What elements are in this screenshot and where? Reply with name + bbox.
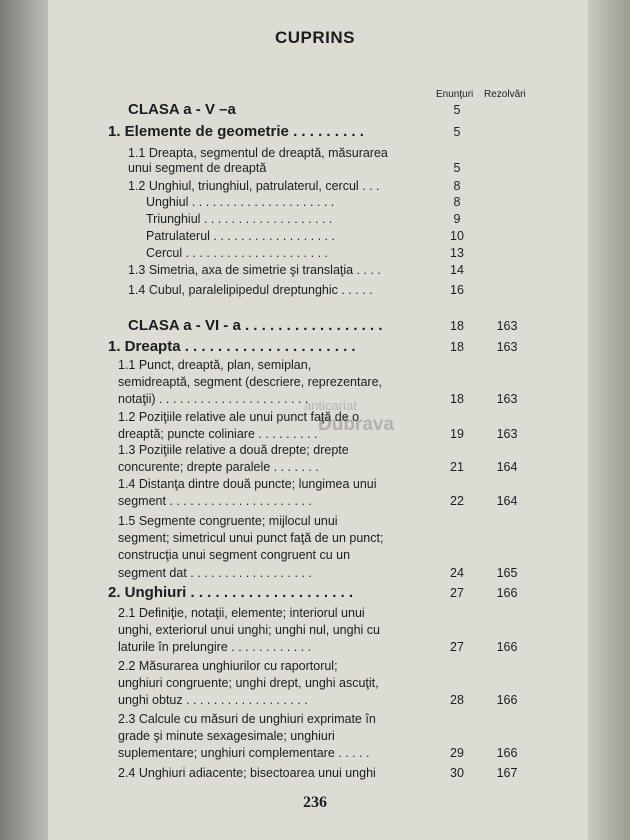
toc-page-rezolvari: 164: [496, 494, 518, 508]
toc-entry: [0, 102, 630, 120]
toc-entry-text: semidreaptă, segment (descriere, reprezentare,: [118, 375, 383, 389]
toc-entry-text: unghi, exteriorul unui unghi; unghi nul, unghi cu: [118, 623, 380, 637]
toc-page-rezolvari: 167: [496, 766, 518, 780]
toc-entry-text: segment . . . . . . . . . . . . . . . . . . . . .: [118, 494, 312, 508]
toc-page-rezolvari: 163: [496, 319, 518, 333]
toc-entry: [0, 262, 630, 280]
toc-page-enunturi: 5: [453, 161, 461, 175]
toc-page-enunturi: 27: [450, 586, 464, 600]
toc-entry: [0, 513, 630, 531]
toc-entry-text: 1. Dreapta . . . . . . . . . . . . . . . . . . . . .: [108, 338, 356, 355]
page-title: CUPRINS: [274, 28, 355, 47]
toc-page-enunturi: 8: [453, 179, 461, 193]
toc-entry-text: grade şi minute sexagesimale; unghiuri: [118, 729, 335, 743]
toc-entry: [0, 282, 630, 300]
toc-page-rezolvari: 163: [496, 392, 518, 406]
toc-entry: [0, 476, 630, 494]
toc-entry-text: construcţia unui segment congruent cu un: [118, 548, 351, 562]
toc-entry-text: 1.2 Poziţiile relative ale unui punct faţă de o: [118, 410, 360, 424]
toc-page-rezolvari: 163: [496, 427, 518, 441]
toc-entry-text: concurente; drepte paralele . . . . . . .: [118, 460, 319, 474]
toc-page-enunturi: 18: [450, 392, 464, 406]
toc-entry-text: 2.1 Definiţie, notaţii, elemente; interiorul unui: [118, 606, 365, 620]
toc-page-rezolvari: 166: [496, 640, 518, 654]
toc-entry: [0, 493, 630, 511]
toc-entry-text: CLASA a - V –a: [128, 101, 236, 118]
toc-page-enunturi: 21: [450, 460, 464, 474]
toc-entry-text: 2.2 Măsurarea unghiurilor cu raportorul;: [118, 659, 338, 673]
watermark-logo-text: Dubrava: [318, 414, 395, 435]
toc-entry: [0, 459, 630, 477]
toc-entry: [0, 160, 630, 178]
toc-entry-text: segment; simetricul unui punct faţă de un punct;: [118, 531, 384, 545]
toc-page-rezolvari: 164: [496, 460, 518, 474]
toc-entry-text: Cercul . . . . . . . . . . . . . . . . . . . . .: [146, 246, 328, 260]
toc-entry-text: 1.4 Distanţa dintre două puncte; lungimea unui: [118, 477, 377, 491]
toc-entry-text: 1.5 Segmente congruente; mijlocul unui: [118, 514, 338, 528]
toc-page-enunturi: 9: [453, 212, 461, 226]
toc-entry-text: 1.3 Poziţiile relative a două drepte; drepte: [118, 443, 349, 457]
toc-entry: [0, 357, 630, 375]
toc-page-rezolvari: 166: [496, 586, 518, 600]
toc-entry: [0, 124, 630, 142]
toc-entry-text: 1.1 Punct, dreaptă, plan, semiplan,: [118, 358, 312, 372]
toc-entry-text: 1.3 Simetria, axa de simetrie şi translaţia . . . .: [128, 263, 381, 277]
toc-page-rezolvari: 165: [496, 566, 518, 580]
toc-page-rezolvari: 166: [496, 746, 518, 760]
toc-page-enunturi: 24: [450, 566, 464, 580]
toc-entry: [0, 711, 630, 729]
toc-entry-text: dreaptă; puncte coliniare . . . . . . . . .: [118, 427, 318, 441]
toc-page-enunturi: 30: [450, 766, 464, 780]
toc-entry: [0, 639, 630, 657]
toc-page-enunturi: 5: [453, 103, 461, 117]
toc-entry-text: suplementare; unghiuri complementare . . . . .: [118, 746, 370, 760]
toc-page-rezolvari: 166: [496, 693, 518, 707]
toc-entry: [0, 765, 630, 783]
toc-entry: [0, 585, 630, 603]
toc-page-enunturi: 14: [450, 263, 464, 277]
toc-entry: [0, 692, 630, 710]
toc-entry-text: CLASA a - VI - a . . . . . . . . . . . . . . . . .: [128, 317, 383, 334]
toc-page-rezolvari: 163: [496, 340, 518, 354]
toc-entry-text: unghiuri congruente; unghi drept, unghi ascuţit,: [118, 676, 379, 690]
toc-page-enunturi: 13: [450, 246, 464, 260]
toc-page-enunturi: 22: [450, 494, 464, 508]
toc-entry-text: 1.4 Cubul, paralelipipedul dreptunghic . . . . .: [128, 283, 373, 297]
toc-page-enunturi: 18: [450, 319, 464, 333]
toc-entry-text: 1.1 Dreapta, segmentul de dreaptă, măsurarea: [128, 146, 388, 160]
toc-page-enunturi: 19: [450, 427, 464, 441]
toc-entry-text: 2.3 Calcule cu măsuri de unghiuri exprimate în: [118, 712, 376, 726]
toc-entry-text: unghi obtuz . . . . . . . . . . . . . . . . . .: [118, 693, 308, 707]
toc-page-enunturi: 18: [450, 340, 464, 354]
toc-page-enunturi: 29: [450, 746, 464, 760]
toc-entry-text: unui segment de dreaptă: [128, 161, 267, 175]
column-header-enunturi: Enunţuri: [436, 89, 474, 100]
page-number: 236: [303, 794, 327, 811]
toc-entry: [0, 605, 630, 623]
toc-entry: [0, 658, 630, 676]
toc-entry-text: 2. Unghiuri . . . . . . . . . . . . . . . . . . . .: [108, 584, 354, 601]
toc-entry: [0, 374, 630, 392]
toc-entry: [0, 530, 630, 548]
toc-entry-text: 1.2 Unghiul, triunghiul, patrulaterul, cercul . . .: [128, 179, 380, 193]
toc-entry-text: Triunghiul . . . . . . . . . . . . . . . . . . .: [146, 212, 333, 226]
toc-entry: [0, 728, 630, 746]
column-header-rezolvari: Rezolvări: [484, 89, 526, 100]
toc-entry: [0, 745, 630, 763]
toc-entry: [0, 339, 630, 357]
toc-page-enunturi: 16: [450, 283, 464, 297]
toc-page-enunturi: 10: [450, 229, 464, 243]
toc-entry: [0, 622, 630, 640]
toc-entry: [0, 228, 630, 246]
toc-entry: [0, 211, 630, 229]
toc-entry-text: Patrulaterul . . . . . . . . . . . . . . . . . .: [146, 229, 335, 243]
toc-entry-text: segment dat . . . . . . . . . . . . . . . . . .: [118, 566, 312, 580]
toc-entry-text: notaţii) . . . . . . . . . . . . . . . . . . . . . .: [118, 392, 309, 406]
toc-entry: [0, 194, 630, 212]
watermark-text: anticariat: [304, 398, 357, 413]
toc-page-enunturi: 28: [450, 693, 464, 707]
toc-entry-text: laturile în prelungire . . . . . . . . . . . .: [118, 640, 312, 654]
toc-entry: [0, 675, 630, 693]
toc-entry: [0, 565, 630, 583]
toc-entry: [0, 547, 630, 565]
toc-page-enunturi: 8: [453, 195, 461, 209]
toc-entry-text: 2.4 Unghiuri adiacente; bisectoarea unui unghi: [118, 766, 376, 780]
toc-page-enunturi: 27: [450, 640, 464, 654]
toc-entry: [0, 442, 630, 460]
toc-entry: [0, 318, 630, 336]
toc-entry-text: Unghiul . . . . . . . . . . . . . . . . . . . . .: [146, 195, 335, 209]
toc-entry: [0, 245, 630, 263]
toc-entry-text: 1. Elemente de geometrie . . . . . . . . .: [108, 123, 364, 140]
toc-page-enunturi: 5: [453, 125, 461, 139]
